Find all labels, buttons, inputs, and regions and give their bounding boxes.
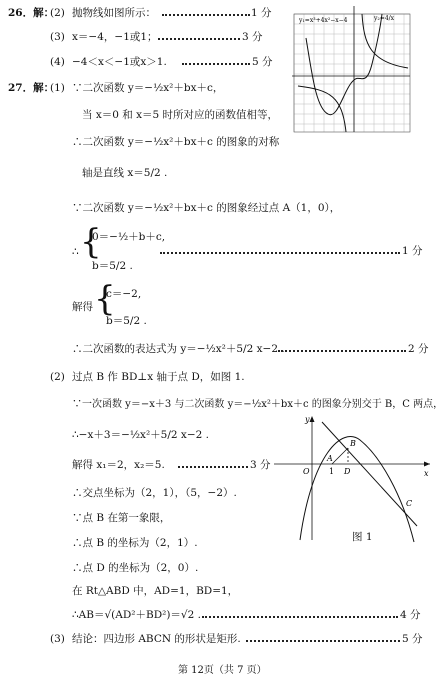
system1-eq1: 0＝−½＋b＋c, [92,231,166,243]
q27-score-1: 1 分 [402,245,423,257]
q27-line: ∴−x＋3＝−½x²＋5/2 x−2 . [72,429,209,441]
q27-part1-tag: (1) [50,82,65,94]
therefore-sign: ∴ [72,246,79,258]
q27-score-4: 4 分 [400,609,421,621]
q27-line: ∴交点坐标为（2，1），（5，−2）. [72,487,237,499]
graph-label-poly: y₁=x³+4x²−x−4 [299,17,348,24]
page-footer: 第 12页（共 7 页） [178,665,267,676]
q27-line: ∴二次函数 y＝−½x²＋bx＋c 的图象的对称 [72,136,280,148]
fig-label-c: C [406,499,413,508]
q27-expression: ∴二次函数的表达式为 y＝−½x²＋5/2 x−2 . [72,343,285,355]
score-leader [178,458,248,472]
q27-line: 当 x＝0 和 x＝5 时所对应的函数值相等， [82,109,279,121]
q26-part2-tag: (2) [50,7,65,19]
q27-part2-tag: (2) [50,371,65,383]
q27-line: ∴AB＝√(AD²＋BD²)＝√2 . [72,609,201,621]
q27-line: 过点 B 作 BD⊥x 轴于点 D，如图 1. [72,371,245,383]
q26-number: 26．解： [8,7,55,19]
system2-eq1: c＝−2, [106,288,142,300]
fig-label-d: D [344,467,351,476]
system-brace: { [80,222,102,262]
score-leader [162,6,250,20]
system-brace: { [94,279,116,319]
fig-label-y: y [305,415,310,424]
fig-label-a: A [327,454,333,463]
system1-eq2: b＝5/2 . [92,260,133,272]
q26-part4-score: 5 分 [252,56,273,68]
graph-label-hyper: y₂=4/x [374,15,395,22]
fig-label-one: 1 [329,467,335,476]
fig-label-b: B [350,439,356,448]
q26-part4-text: −4＜x＜−1或x＞1. [72,56,167,68]
q27-line: 在 Rt△ABD 中，AD=1，BD=1， [72,585,239,597]
score-leader [278,342,406,356]
q27-line: ∵点 B 在第一象限， [72,512,171,524]
q27-score-2: 2 分 [408,343,429,355]
q27-score-3: 3 分 [250,459,271,471]
q26-part3-tag: (3) [50,31,65,43]
q26-part2-score: 1 分 [251,7,272,19]
score-leader [158,30,240,44]
score-leader [182,55,250,69]
fig-label-x: x [424,469,429,478]
figure-caption: 图 1 [352,531,373,543]
q27-line: 结论：四边形 ABCN 的形状是矩形. [72,633,241,645]
score-leader [246,632,400,646]
q26-graph [290,4,414,136]
q27-line: ∴点 B 的坐标为（2，1）. [72,537,198,549]
q27-part3-tag: (3) [50,633,65,645]
q27-line: 解得 x₁＝2，x₂＝5. [72,459,165,471]
q27-score-5: 5 分 [402,633,423,645]
q27-line: ∵二次函数 y＝−½x²＋bx＋c 的图象经过点 A（1，0）， [72,202,341,214]
q27-line: ∵一次函数 y＝−x＋3 与二次函数 y＝−½x²＋bx＋c 的图象分别交于 B，C 两点， [72,399,444,410]
figure-1 [272,414,434,544]
q27-line: 轴是直线 x＝5/2 . [82,167,168,179]
system2-eq2: b＝5/2 . [106,315,147,327]
q26-part2-text: 抛物线如图所示： [72,7,156,19]
q26-part3-text: x＝−4，−1或1； [72,31,158,43]
fig-label-o: O [303,467,310,476]
q26-part3-score: 3 分 [242,31,263,43]
score-leader [160,244,400,258]
q27-line: ∵二次函数 y＝−½x²＋bx＋c， [72,82,224,94]
q27-line: ∴点 D 的坐标为（2，0）. [72,562,199,574]
q26-part4-tag: (4) [50,56,65,68]
q27-number: 27．解： [8,82,55,94]
solve-label: 解得 [72,301,93,313]
score-leader [202,608,398,622]
